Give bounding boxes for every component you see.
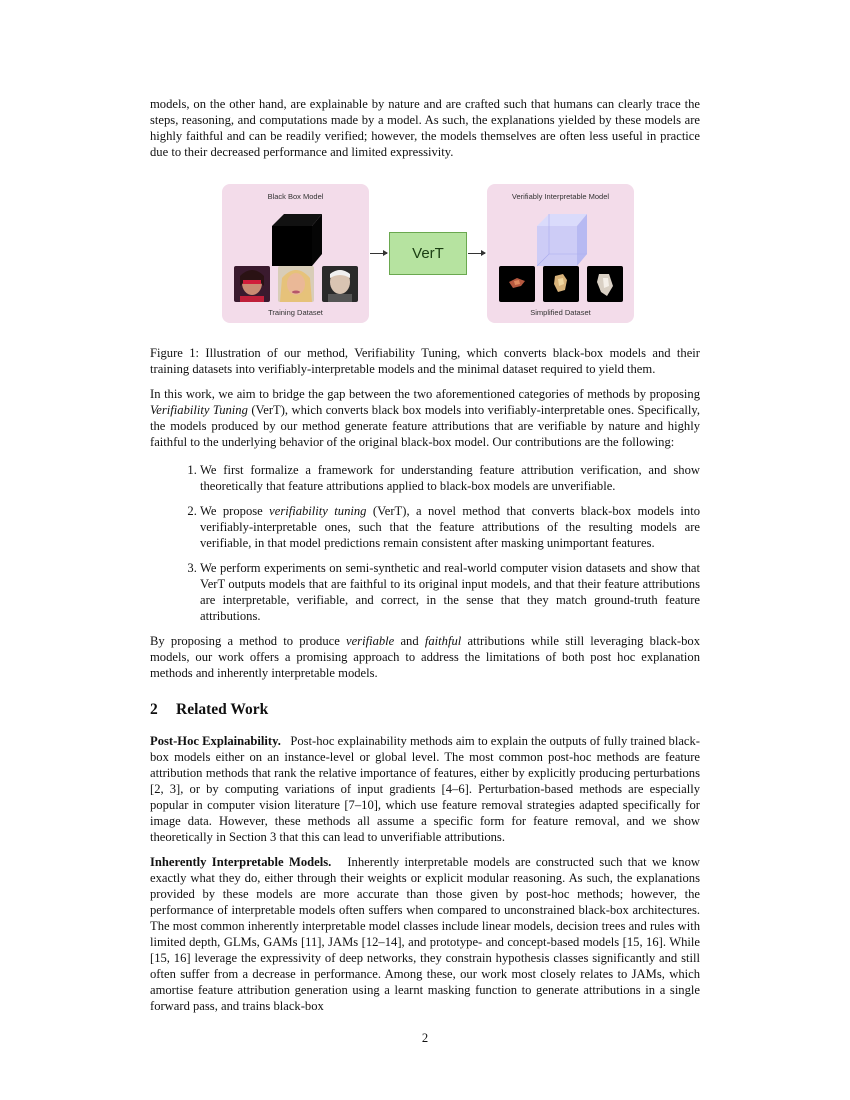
black-box-panel: [222, 184, 369, 323]
training-dataset-label: Training Dataset: [268, 308, 323, 317]
arrow-right-icon: [370, 253, 387, 254]
closing-text: and: [394, 634, 425, 648]
posthoc-body: Post-hoc explainability methods aim to explain the outputs of fully trained black-box models either on an instance-level or global level. The most common post-hoc methods are feature attribution methods that rank the relative importance of features, either by explicitly producing perturbations [2, 3], or by computing variations of input gradients [4–6]. Perturbation-based methods are especially popular in computer vision literature [7–10], which use feature removal strategies adapted specifically for image data. However, these methods all assume a specific form for feature removal, and we show theoretically in Section 3 that this can lead to unverifiable attributions.: [150, 734, 700, 844]
black-box-title: Black Box Model: [267, 192, 324, 201]
face-image-1: [234, 266, 270, 302]
contribution-text: We propose: [200, 504, 270, 518]
face-image-3: [322, 266, 358, 302]
training-images: [234, 266, 358, 302]
work-paragraph: [150, 386, 700, 450]
work-text: In this work, we aim to bridge the gap between the two aforementioned categories of methods by proposing: [150, 387, 700, 401]
page-body: [150, 96, 700, 1014]
closing-emphasis: faithful: [424, 634, 462, 648]
section-heading: [150, 701, 700, 719]
face-image-2: [278, 266, 314, 302]
closing-paragraph: [150, 633, 700, 681]
section-number: 2: [150, 701, 158, 718]
masked-image-2: [543, 266, 579, 302]
arrow-right-icon: [468, 253, 485, 254]
page-number: 2: [421, 1031, 429, 1045]
contribution-emphasis: verifiability tuning: [269, 504, 367, 518]
figure-1: [150, 180, 700, 335]
work-text: (VerT), which converts black box models into verifiably-interpretable ones. Specifically, the models produced by our method generate feature attributions that are verifiable by nature and highly faithful to the underlying behavior of the original black-box model. Our contributions are the following:: [150, 403, 701, 449]
posthoc-heading: Post-Hoc Explainability.: [150, 734, 281, 748]
posthoc-paragraph: [150, 733, 700, 845]
closing-text: By proposing a method to produce: [150, 634, 346, 648]
simplified-images: [499, 266, 623, 302]
masked-image-3: [587, 266, 623, 302]
vert-box: VerT: [389, 232, 467, 275]
black-cube-icon: [264, 208, 324, 268]
closing-text: attributions while still leveraging black-box models, our work offers a promising approach to address the limitations of both post hoc explanation methods and inherently interpretable models.: [150, 634, 700, 680]
section-title: Related Work: [176, 701, 269, 718]
inherent-body: Inherently interpretable models are constructed such that we know exactly what they do, either through their weights or explicit modular reasoning. As such, the explanations provided by these models are more accurate than those given by post-hoc methods; however, the performance of interpretable models often suffers when compared to unconstrained black-box architectures. The most common inherently interpretable model classes include linear models, decision trees and rules with limited depth, GLMs, GAMs [11], JAMs [12–14], and prototype- and concept-based models [15, 16]. While [15, 16] leverage the expressivity of deep networks, they constrain hypothesis classes significantly and still often suffer from a decrease in performance. Among these, our work most closely relates to JAMs, which amortise feature attribution generation using a learnt masking function to generate attributions in a single forward pass, and trains black-box: [150, 855, 700, 1013]
contribution-item: 1. We first formalize a framework for understanding feature attribution verification, and show theoretically that feature attributions applied to black-box models are unverifiable.: [200, 462, 700, 494]
intro-paragraph: models, on the other hand, are explainable by nature and are crafted such that humans can clearly trace the steps, reasoning, and computations made by a model. As such, the explanations yielded by these models are highly faithful and can be readily verified; however, the models themselves are often less useful in practice due to their decreased performance and limited expressivity.: [150, 97, 700, 159]
contributions-list: [150, 462, 700, 624]
simplified-dataset-label: Simplified Dataset: [530, 308, 591, 317]
contribution-item: 3. We perform experiments on semi-synthetic and real-world computer vision datasets and show that VerT outputs models that are faithful to its original input models, and that their feature attributions are interpretable, verifiable, and correct, in the sense that they match ground-truth feature attributions.: [200, 560, 700, 624]
interpretable-panel: [487, 184, 634, 323]
interpretable-title: Verifiably Interpretable Model: [511, 192, 610, 201]
inherent-heading: Inherently Interpretable Models.: [150, 855, 332, 869]
glass-cube-icon: [529, 208, 589, 268]
contribution-text: (VerT), a novel method that converts black-box models into verifiably-interpretable ones, such that the feature attributions of the resulting models are verifiable, in that model predictions remain consistent after masking unimportant features.: [200, 504, 700, 550]
inherent-paragraph: [150, 854, 700, 1014]
work-emphasis: Verifiability Tuning: [150, 403, 248, 417]
contribution-item: [200, 503, 700, 551]
masked-image-1: [499, 266, 535, 302]
closing-emphasis: verifiable: [346, 634, 395, 648]
figure-caption: Figure 1: Illustration of our method, Verifiability Tuning, which converts black-box models and their training datasets into verifiably-interpretable models and the minimal dataset required to yield them.: [150, 346, 700, 376]
